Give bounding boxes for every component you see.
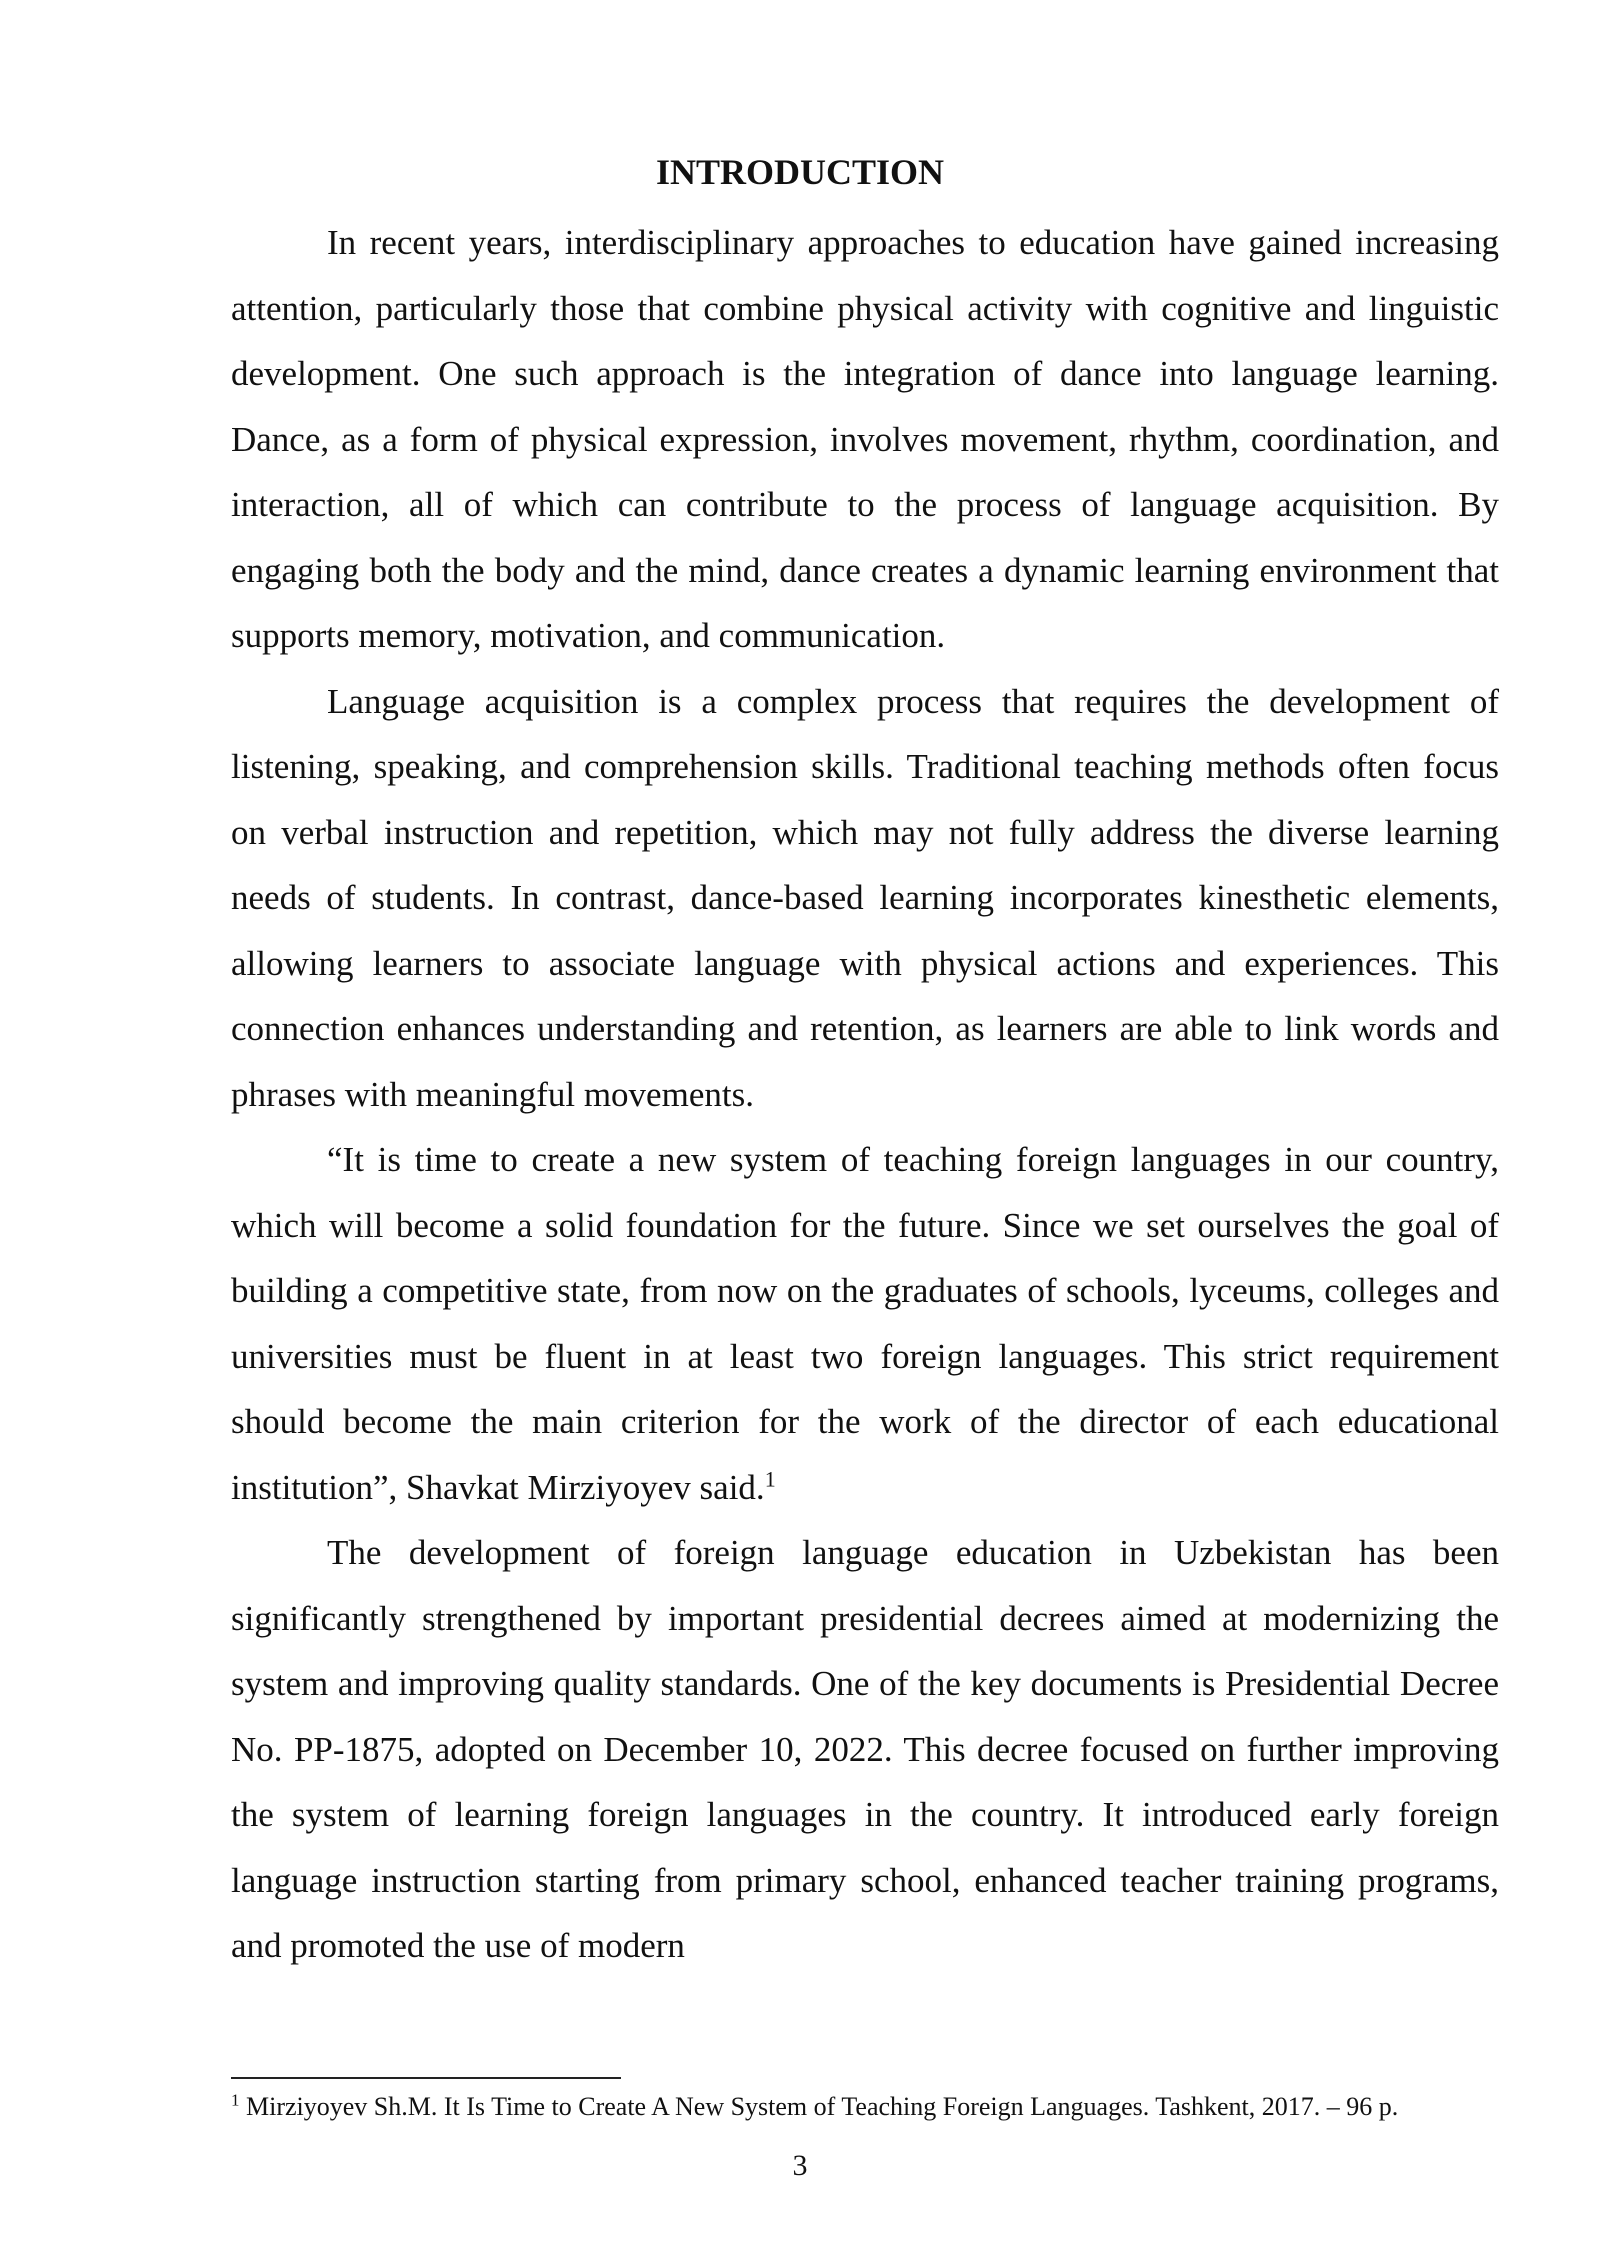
paragraph-4 <box>231 1520 1499 1979</box>
section-heading: INTRODUCTION <box>655 152 945 192</box>
paragraph-1-text: In recent years, interdisciplinary approaches to education have gained increasing attention, particularly those that combine physical activity with cognitive and linguistic development. One such approach is the integration of dance into language learning. Dance, as a form of physical expression, involves movement, rhythm, coordination, and interaction, all of which can contribute to the process of language acquisition. By engaging both the body and the mind, dance creates a dynamic learning environment that supports memory, motivation, and communication. <box>231 223 1499 655</box>
body-text <box>231 210 1499 1979</box>
paragraph-2-text: Language acquisition is a complex process that requires the development of listening, speaking, and comprehension skills. Traditional teaching methods often focus on verbal instruction and repetition, which may not fully address the diverse learning needs of students. In contrast, dance-based learning incorporates kinesthetic elements, allowing learners to associate language with physical actions and experiences. This connection enhances understanding and retention, as learners are able to link words and phrases with meaningful movements. <box>231 681 1499 1114</box>
paragraph-3 <box>231 1127 1499 1520</box>
footnote-marker: 1 <box>231 2090 240 2110</box>
paragraph-4-text: The development of foreign language education in Uzbekistan has been significantly strengthened by important presidential decrees aimed at modernizing the system and improving quality standards. One of the key documents is Presidential Decree No. PP-1875, adopted on December 10, 2022. This decree focused on further improving the system of learning foreign languages in the country. It introduced early foreign language instruction starting from primary school, enhanced teacher training programs, and promoted the use of modern <box>231 1533 1499 1965</box>
footnote-reference[interactable]: 1 <box>764 1465 776 1491</box>
paragraph-2 <box>231 669 1499 1128</box>
footnote-text: Mirziyoyev Sh.M. It Is Time to Create A New System of Teaching Foreign Languages. Tashkent, 2017. – 96 p. <box>246 2092 1399 2121</box>
paragraph-3-text: “It is time to create a new system of teaching foreign languages in our country, which will become a solid foundation for the future. Since we set ourselves the goal of building a competitive state, from now on the graduates of schools, lyceums, colleges and universities must be fluent in at least two foreign languages. This strict requirement should become the main criterion for the work of the director of each educational institution”, Shavkat Mirziyoyev said. <box>231 1140 1499 1507</box>
paragraph-1 <box>231 210 1499 669</box>
footnote <box>231 2090 1531 2124</box>
footnote-divider <box>231 2077 621 2079</box>
page-number: 3 <box>792 2149 808 2182</box>
